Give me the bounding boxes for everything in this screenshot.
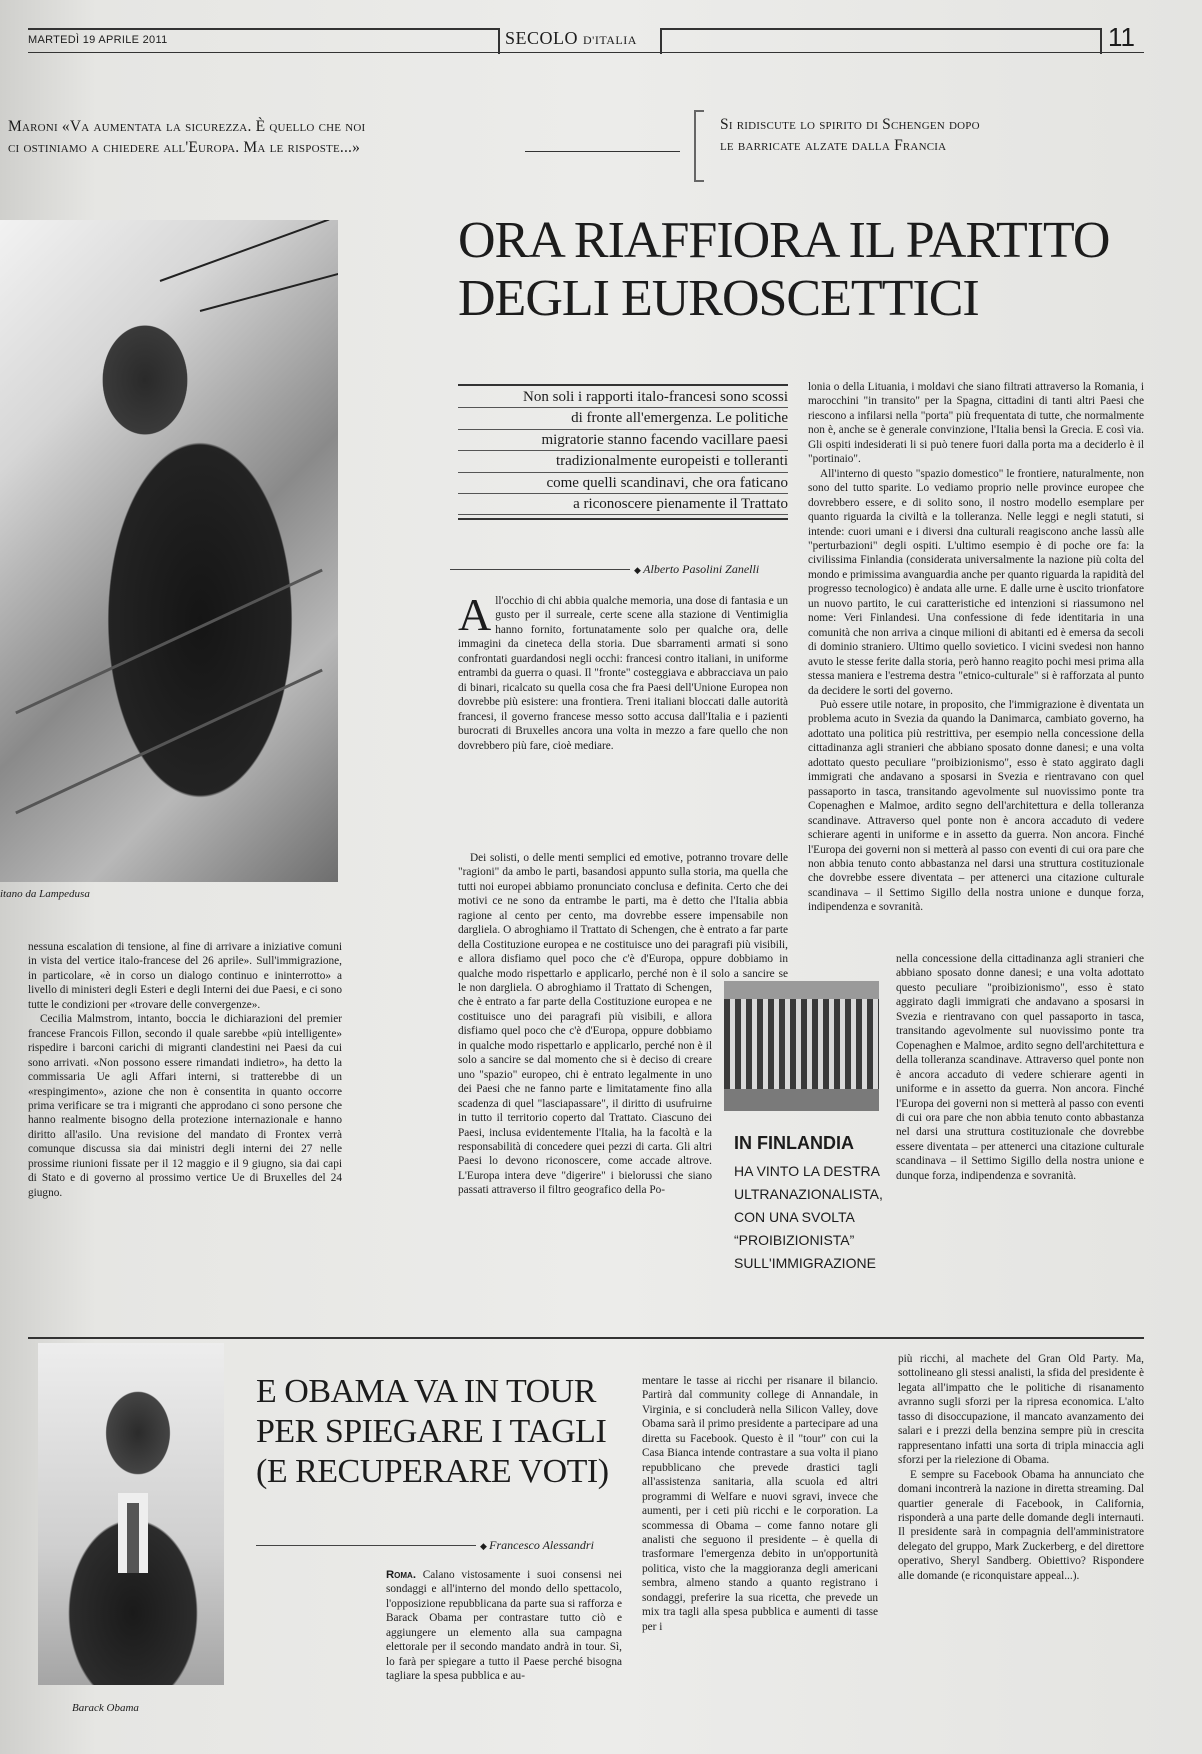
summary-line: migratorie stanno facendo vacillare paesi <box>458 430 788 451</box>
summary-line: a riconoscere pienamente il Trattato <box>458 494 788 515</box>
article1-right-column <box>808 380 1144 952</box>
kicker-right-line2: le barricate alzate dalla Francia <box>720 137 947 154</box>
finland-line: ULTRANAZIONALISTA, <box>734 1186 883 1202</box>
paragraph: Può essere utile notare, in proposito, che l'immigrazione è diventata un problema acuto in Svezia da quando la Danimarca, cambiato governo, ha adottato una politica più restrittiva, per esempio nella concessione della cittadinanza agli stranieri che abbiano sposato donne danesi; e una volta adottato questo peculiare "proibizionismo", esso è stato aggirato dagli immigrati che andavano a sposarsi in Svezia e rientravano con quel passaporto in tasca, transitando agevolmente sul nuovissimo ponte tra Copenaghen e Malmoe, ardito segno dell'architettura e della tolleranza scandinave. Attraverso quel ponte non è ancora accaduto di vedere schierare agenti in uniforme e in assetto da guerra. Non ancora. Finché l'Europa dei governi non si metterà al passo con eventi di cui ora pare che non abbia tenuto conto abbastanza nel darsi una struttura costituzionale che dovrebbe essere diventata – per attenerci una citazione culturale scandinava – il Settimo Sigillo della nostra unione e dunque forza, indipendenza e sovranità. <box>808 698 1144 914</box>
byline-rule <box>256 1545 476 1546</box>
article1-headline <box>458 212 1109 328</box>
paragraph: lonia o della Lituania, i moldavi che siano filtrati attraverso la Romania, i marocchini "in transito" per la Spagna, cittadini di tanti altri Paesi che riescono a infilarsi nella "porta" più frequentata di tutte, che normalmente non è, anche se è generale convinzione, l'Italia bensì la Grecia. E così via. Gli ospiti indesiderati li si può tenere fuori dalla porta ma a deciderlo è il "portinaio". <box>808 381 1144 466</box>
paragraph: mentare le tasse ai ricchi per risanare il bilancio. Partirà dal community college di Annandale, in Virginia, e si concluderà nella Silicon Valley, dove Obama sarà il primo presidente a partecipare ad una diretta su Facebook. Questo è il "tour" con cui la Casa Bianca intende contrastare a sua volta il piano repubblicano che prevede drastici tagli all'assistenza sanitaria, alla scuola ed altri programmi di Welfare e nuovi sgravi, invece che aumenti, per i ceti più ricchi e le corporation. La scommessa di Obama – come fanno notare gli analisti che seguono il presidente – è quella di trasformare l'emergenza debito in un'opportunità politica, visto che la maggioranza degli americani sembra, almeno stando a quanto registrano i sondaggi, preferire la sua ricetta, che prevede un mix tra tagli alla spesa pubblica e aumenti di tasse per i <box>642 1375 878 1633</box>
paragraph: Dei solisti, o delle menti semplici ed emotive, potranno trovare delle "ragioni" da ambo le parti, basandosi appunto sulla storia, ma quella che tutti noi europei abbiamo pronunciato conclusa e definita. Certo che dei motivi ce ne sono da entrambe le parti, ma è detto che l'Italia abbia ragione al cento per cento, ma dovrebbe essere impensabile non dargliela. O abroghiamo il Trattato di Schengen, che è entrato a far parte della Costituzione europea e ne costituisce uno dei paragrafi più visibili, e allora disfiamo quel poco che c'è d'Europa, oppure dobbiamo in qualche modo rispettarlo e applicarlo, perché non è il solo a sancire se <box>458 852 788 980</box>
summary-line: come quelli scandinavi, che ora faticano <box>458 473 788 494</box>
issue-date: MARTEDÌ 19 APRILE 2011 <box>28 34 168 46</box>
kicker-right-line1: Si ridiscute lo spirito di Schengen dopo <box>720 116 980 133</box>
finland-line: SULL'IMMIGRAZIONE <box>734 1255 876 1271</box>
kicker-right <box>720 114 1160 156</box>
article1-middle-column-narrow <box>458 981 712 1311</box>
byline-rule <box>450 569 630 570</box>
paragraph: le non dargliela. O abroghiamo il Trattato di Schengen, che è entrato a far parte della Costituzione europea e ne costituisce uno dei paragrafi più visibili, e allora disfiamo quel poco che c'è d'Europa, oppure dobbiamo in qualche modo rispettarlo e applicarlo, perché non è il solo a sancire se dal momento che si è deciso di creare uno "spazio" europeo, chi è entrato legalmente in uno dei Paesi che ne fanno parte e limitatamente fino alla scadenza di quel "lasciapassare", il diritto di usufruirne in tutto il territorio coperto dal Trattato. Ciascuno dei Paesi, inclusa evidentemente l'Italia, ha la facoltà e la responsabilità di concedere quei pezzi di carta. Gli altri Paesi lo devono riconoscere, come accade altrove. L'Europa intera deve "digerire" i bielorussi che siano passati attraverso il filtro geografico della Po- <box>458 982 712 1197</box>
summary-top-rule <box>458 384 788 386</box>
headline-line1: ORA RIAFFIORA IL PARTITO <box>458 212 1110 269</box>
paragraph: più ricchi, al machete del Gran Old Party. Ma, sottolineano gli stessi analisti, la sfida del presidente è legata all'impatto che le politiche di risanamento avranno sugli sforzi per la ripresa economica. L'alto tasso di disoccupazione, il mancato avanzamento dei salari e i prezzi della benzina sempre più in crescita rappresentano infatti una sorta di tripla minaccia agli sforzi per la rielezione di Obama. <box>898 1353 1144 1467</box>
paragraph: All'interno di questo "spazio domestico" le frontiere, naturalmente, non sono del tutto sparite. Lo vediamo proprio nelle province europee che dovrebbero essere, e di solito sono, il nostro modello esemplare per quanto riguarda la civiltà e la tolleranza. Nelle leggi e negli statuti, si intende: cuori umani e i diversi dna culturali reagiscono anche lassù alle "perturbazioni" degli ospiti. L'ultimo esempio è di poche ore fa: la civilissima Finlandia (considerata universalmente la nazione più colta del mondo e primissima avanguardia anche per quanto riguarda la rapidità del progresso tecnologico) è andata alle urne. E dalle urne è uscito trionfatore un nuovo partito, le cui caratteristiche ed intenzioni si riassumono nel nome: Veri Finlandesi. Una confessione di fede identitaria in una comunità che non arriva a cinque milioni di abitanti ed è emersa da secoli di dominio straniero. Ultimo quello sovietico. I vicini svedesi non hanno avuto le stesse ferite dalla storia, però hanno reagito pochi mesi prima alla stessa maniera e l'estrema destra "etnico-culturale" si è rafforzata al punto da decidere le sorti del governo. <box>808 467 1144 697</box>
photo-tie <box>127 1503 139 1573</box>
headline-line2: DEGLI EUROSCETTICI <box>458 270 979 327</box>
kicker-bracket <box>694 110 704 182</box>
dropcap: A <box>458 594 492 640</box>
header-separator-right <box>660 28 662 54</box>
summary-line: tradizionalmente europeisti e tolleranti <box>458 451 788 472</box>
article1-left-column <box>28 940 342 1310</box>
paragraph: nella concessione della cittadinanza agli stranieri che abbiano sposato donne danesi; e una volta adottato questo peculiare "proibizionismo", esso è stato aggirato dagli immigrati che andavano a sposarsi in Svezia e rientravano con quel passaporto in tasca, transitando agevolmente sul nuovissimo ponte tra Copenaghen e Malmoe, ardito segno dell'architettura e della tolleranza scandinave. Attraverso quel ponte non è ancora accaduto di vedere schierare agenti in uniforme e in assetto da guerra. Non ancora. Finché l'Europa dei governi non si metterà al passo con eventi di cui ora pare che non abbia tenuto conto abbastanza nel darsi una struttura costituzionale che dovrebbe essere diventata – per attenerci una citazione culturale scandinava – il Settimo Sigillo della nostra unione e dunque forza, indipendenza e sovranità. <box>896 953 1144 1182</box>
headline-line1: E OBAMA VA IN TOUR <box>256 1373 596 1410</box>
masthead-main: SECOLO <box>505 28 579 48</box>
article1-summary <box>458 387 788 515</box>
lampedusa-photo <box>0 220 338 882</box>
section-divider <box>28 1337 1144 1339</box>
article2-column2 <box>642 1374 878 1736</box>
photo2-caption: Barack Obama <box>72 1702 139 1714</box>
masthead-small: D'ITALIA <box>583 33 637 47</box>
finland-box-title: IN FINLANDIA <box>734 1133 854 1153</box>
paragraph: E sempre su Facebook Obama ha annunciato che domani incontrerà la nazione in diretta streaming. Dal quartier generale di Facebook, in California, risponderà a una parte delle domande degli internauti. Il presidente sarà in compagnia dell'amministratore delegato del gruppo, Mark Zuckerberg, e del direttore operativo, Sheryl Sandberg. Obiettivo? Rispondere alle domande (e riconquistare appeal...). <box>898 1468 1144 1582</box>
finland-line: “PROIBIZIONISTA” <box>734 1232 855 1248</box>
article2-column3 <box>898 1352 1144 1736</box>
summary-line: Non soli i rapporti italo-francesi sono scossi <box>458 387 788 408</box>
dateline: Roma. <box>386 1569 416 1581</box>
article2-col1-text: Calano vistosamente i suoi consensi nei sondaggi e all'interno del mondo dello spettacolo, l'opposizione repubblicana da parte sua si rafforza e Barack Obama per contrastare tutto ciò e aggiungere un elemento alla sua campagna elettorale per il secondo mandato andrà in tour. Sì, lo farà per spiegare a tutto il Paese perché bisogna tagliare la spesa pubblica e au- <box>386 1569 622 1683</box>
photo-rail <box>200 271 338 312</box>
finland-box-text <box>734 1160 883 1275</box>
header-separator <box>498 28 500 54</box>
finland-line: CON UNA SVOLTA <box>734 1209 855 1225</box>
header-rule-bottom <box>28 52 1144 53</box>
kicker-rule <box>525 151 680 152</box>
masthead <box>505 28 637 49</box>
article2-headline <box>256 1372 609 1492</box>
article1-middle-column-cont <box>458 851 788 981</box>
article2-column1 <box>386 1568 622 1736</box>
summary-line: di fronte all'emergenza. Le politiche <box>458 408 788 429</box>
kicker-left <box>8 116 508 158</box>
paragraph <box>386 1568 622 1684</box>
kicker-left-line2: ci ostiniamo a chiedere all'Europa. Ma le risposte...» <box>8 139 361 156</box>
headline-line2: PER SPIEGARE I TAGLI <box>256 1413 607 1450</box>
article1-right-column-narrow <box>896 952 1144 1310</box>
paragraph: nessuna escalation di tensione, al fine di arrivare a iniziative comuni in vista del vertice italo-francese del 26 aprile». Sull'immigrazione, in particolare, «è in corso un dialogo continuo e ininterrotto» a livello di ministeri degli Esteri e degli Interni dei due Paesi, e ci sono tutte le condizioni per «trovare delle convergenze». <box>28 941 342 1011</box>
page-number: 11 <box>1108 22 1135 52</box>
photo1-caption: itano da Lampedusa <box>0 888 90 900</box>
parliament-photo <box>724 981 879 1111</box>
article2-byline: ◆ Francesco Alessandri <box>480 1538 594 1553</box>
paragraph: Cecilia Malmstrom, intanto, boccia le dichiarazioni del premier francese Francois Fillon, secondo il quale sarebbe «più intelligente» rispedire i barconi carichi di migranti clandestini nei Paesi da cui sono arrivati. «Non possono essere rimandati indietro», ha detto la commissaria Ue agli Affari interni, si tratterebbe di un «respingimento», azione che non è consentita in quanto occorre prima verificare se tra i migranti che approdano ci sono persone che hanno realmente bisogno della protezione internazionale e hanno diritto all'asilo. Una revisione del mandato di Frontex verrà comunque discussa sia dai ministri degli interni dei 27 nelle prossime riunioni fissate per il 12 maggio e il 9 giugno, sia dai capi di Stato e di governo al prossimo vertice Ue di Bruxelles del 24 giugno. <box>28 1013 342 1199</box>
headline-line3: (E RECUPERARE VOTI) <box>256 1453 609 1490</box>
finland-line: HA VINTO LA DESTRA <box>734 1163 881 1179</box>
kicker-left-line1: Maroni «Va aumentata la sicurezza. È quello che noi <box>8 118 366 135</box>
header-rule-right <box>662 28 1102 30</box>
photo-rail <box>160 220 330 282</box>
paragraph: ll'occhio di chi abbia qualche memoria, una dose di fantasia e un gusto per il surreale, certe scene alla stazione di Ventimiglia hanno fornito, fortunatamente solo per qualche ora, delle immagini da cineteca della storia. Due sbarramenti armati si sono confrontati guardandosi negli occhi: francesi contro italiani, in uniforme entrambi da guerra o quasi. Il "fronte" costeggiava e abbracciava un paio di binari, ricalcato su quella cosa che fra Paesi dell'Unione Europea non dovrebbe più esistere: una frontiera. Treni italiani bloccati dalle autorità francesi, il governo francese messo sotto accusa dall'Italia e i pazienti burocrati di Bruxelles ancora una volta in mezzo a fare quello che non dovrebbero più fare, cioè mediare. <box>458 595 788 752</box>
header-rule-left <box>28 28 498 30</box>
page-number-separator <box>1100 28 1102 54</box>
article1-byline: ◆ Alberto Pasolini Zanelli <box>634 562 759 577</box>
obama-photo <box>38 1343 224 1685</box>
summary-bottom-rule <box>458 518 788 520</box>
